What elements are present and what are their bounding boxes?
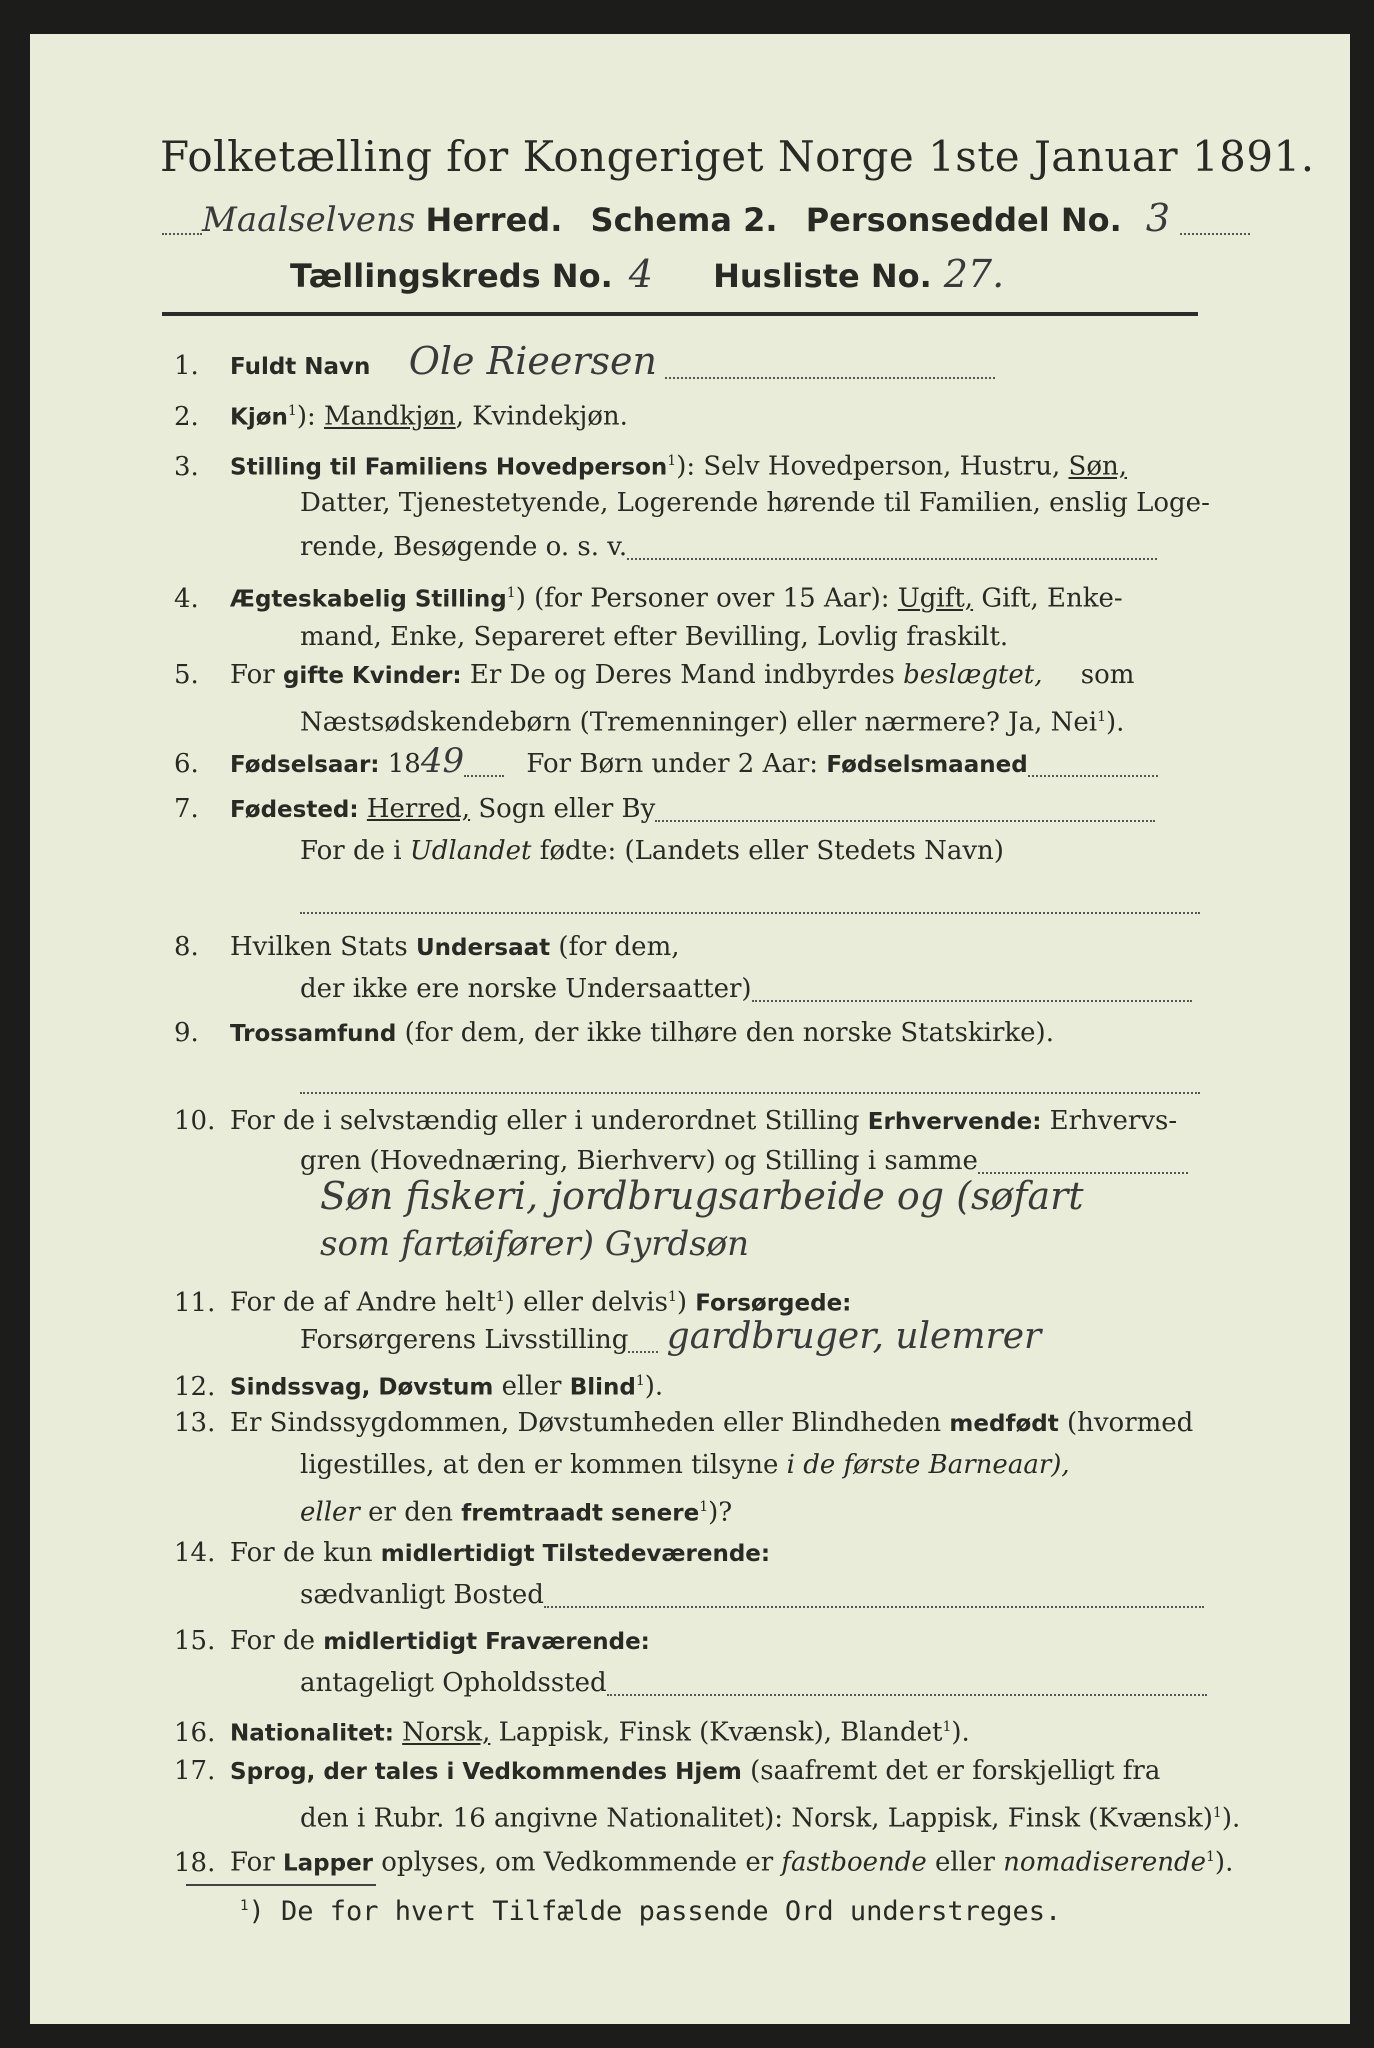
field-14-line2 [300, 1578, 1204, 1612]
header-line-kreds [290, 252, 1090, 304]
field-label: medfødt [949, 1411, 1059, 1437]
footnote-text: De for hvert Tilfælde passende Ord understreges. [280, 1896, 1062, 1927]
footnote-marker: 1 [1097, 709, 1106, 725]
field-8 [174, 930, 679, 965]
personseddel-value: 3 [1145, 196, 1171, 240]
field-3: 3. Stilling til Familiens Hovedperson$^1$): Selv Hovedperson, Hustru, Søn, [174, 451, 1127, 482]
header-line-herred [162, 196, 1222, 248]
field-text: (saafremt det er forskjelligt fra [750, 1756, 1161, 1786]
selected-option: Søn, [1068, 451, 1127, 482]
field-5-line2: Næstsødskendebørn (Tremenninger) eller nærmere? Ja, Nei$^1$). [300, 707, 1125, 738]
field-label: Stilling til Familiens Hovedperson [230, 454, 668, 481]
field-text: eller [300, 1497, 360, 1528]
field-text: For [230, 660, 275, 690]
field-label: Lapper [282, 1850, 374, 1877]
field-text: fødte: (Landets eller Stedets Navn) [539, 836, 1004, 866]
field-label: Nationalitet: [230, 1720, 394, 1747]
field-text: eller delvis [523, 1287, 668, 1318]
field-text: Sogn eller By [478, 794, 656, 824]
field-17-line2: den i Rubr. 16 angivne Nationalitet): Norsk, Lappisk, Finsk (Kvænsk)$^1$). [300, 1803, 1241, 1834]
herred-value: Maalselvens [202, 200, 416, 240]
field-label: Blind [569, 1374, 636, 1401]
field-text: nomadiserende [1003, 1847, 1206, 1878]
field-text: Lappisk, Finsk (Kvænsk), Blandet [498, 1717, 943, 1748]
field-9-line2 [300, 1064, 1200, 1098]
field-label: Fødested: [230, 797, 359, 823]
field-number: 10. [174, 1106, 216, 1136]
field-text: den i Rubr. 16 angivne Nationalitet): Norsk, Lappisk, Finsk (Kvænsk) [300, 1803, 1213, 1834]
selected-option: Norsk, [402, 1717, 491, 1748]
field-text: rende, Besøgende o. s. v. [300, 532, 628, 562]
field-label: Undersaat [415, 935, 551, 961]
field-number: 15. [174, 1626, 216, 1656]
field-text: Hvilken Stats [230, 932, 408, 962]
field-8-line2 [300, 972, 1192, 1006]
field-text: (for dem, der ikke tilhøre den norske Statskirke). [404, 1018, 1054, 1048]
footnote-marker: 1 [506, 585, 516, 601]
selected-option: Herred, [366, 794, 471, 824]
field-3-line3 [300, 530, 1157, 564]
field-text: Selv Hovedperson, Hustru, [703, 451, 1061, 482]
field-label: gifte Kvinder: [282, 663, 462, 689]
field-text: Gift, Enke- [981, 583, 1123, 614]
field-text: der ikke ere norske Undersaatter) [300, 974, 752, 1004]
field-7-line3 [300, 884, 1200, 918]
field-text: Er Sindssygdommen, Døvstumheden eller Blindheden [230, 1408, 942, 1438]
field-text: For [230, 1847, 275, 1878]
field-number: 18. [174, 1847, 216, 1878]
field-5 [174, 658, 1134, 693]
herred-label: Herred. [425, 201, 563, 239]
field-label: Sprog, der tales i Vedkommendes Hjem [230, 1759, 742, 1785]
footnote-marker: 1 [667, 453, 677, 469]
field-number: 1. [174, 351, 199, 381]
field-3-line2: Datter, Tjenestetyende, Logerende hørende til Familien, enslig Loge- [300, 488, 1210, 518]
field-15-line2 [300, 1666, 1207, 1700]
field-text: Udlandet [409, 836, 532, 866]
field-13-line3: eller er den fremtraadt senere$^1$)? [300, 1497, 733, 1528]
field-label: midlertidigt Fraværende: [323, 1629, 650, 1655]
field-18: 18. For Lapper oplyses, om Vedkommende er fastboende eller nomadiserende$^1$). [174, 1847, 1234, 1878]
field-7-line2 [300, 834, 1004, 868]
footnote-marker: 1 [287, 403, 297, 419]
schema-label: Schema 2. [590, 201, 778, 239]
field-text: oplyses, om Vedkommende er [381, 1847, 774, 1878]
footnote-marker: 1 [942, 1719, 952, 1735]
field-text: (for Personer over 15 Aar): [534, 583, 890, 614]
field-1 [174, 339, 995, 384]
field-number: 12. [174, 1371, 216, 1402]
field-10 [174, 1104, 1177, 1139]
field-text: (hvormed [1066, 1408, 1194, 1438]
birth-year-value: 49 [420, 741, 465, 781]
footnote-marker: 1 [1206, 1849, 1215, 1865]
field-text: For de kun [230, 1538, 373, 1568]
field-number: 11. [174, 1287, 216, 1318]
field-13-line2 [300, 1448, 1070, 1482]
field-number: 4. [174, 583, 199, 614]
field-text: Forsørgerens Livsstilling [300, 1325, 629, 1355]
field-text: er den [368, 1497, 453, 1528]
field-label: Fødselsaar: [230, 752, 380, 778]
husliste-label: Husliste No. [713, 257, 932, 295]
field-text: Er De og Deres Mand indbyrdes [469, 660, 895, 690]
field-17 [174, 1754, 1160, 1789]
field-11-line2 [300, 1316, 1042, 1357]
full-name-value: Ole Rieersen [408, 339, 657, 383]
field-text: sædvanligt Bosted [300, 1580, 544, 1610]
field-text: eller [935, 1847, 995, 1878]
field-9 [174, 1016, 1054, 1051]
field-text: Næstsødskendebørn (Tremenninger) eller nærmere? Ja, Nei [300, 707, 1098, 738]
kreds-value: 4 [628, 252, 653, 296]
supporter-occupation-value: gardbruger, ulemrer [666, 1316, 1042, 1357]
field-label: fremtraadt senere [461, 1500, 700, 1527]
field-text: For de i [300, 836, 402, 866]
occupation-value-line1: Søn fiskeri, jordbrugsarbeide og (søfart [320, 1174, 1084, 1218]
field-15 [174, 1624, 650, 1659]
field-label: Sindssvag, Døvstum [230, 1374, 494, 1401]
footnote-marker: 1 [667, 1289, 677, 1305]
field-6 [174, 741, 1158, 782]
field-number: 5. [174, 660, 199, 690]
field-text: , Kvindekjøn. [455, 401, 628, 432]
field-label: Ægteskabelig Stilling [230, 586, 507, 613]
field-text: For de af Andre helt [230, 1287, 496, 1318]
field-label: Fødselsmaaned [826, 752, 1028, 778]
field-7 [174, 792, 1155, 827]
field-number: 13. [174, 1408, 216, 1438]
header-rule [162, 312, 1198, 316]
footnote-marker: 1 [699, 1499, 709, 1515]
field-label: midlertidigt Tilstedeværende: [380, 1541, 771, 1567]
field-text: Erhvervs- [1049, 1106, 1178, 1136]
footnote: $^1$) De for hvert Tilfælde passende Ord understreges. [240, 1896, 1062, 1927]
field-label: Forsørgede: [695, 1290, 852, 1317]
field-11: 11. For de af Andre helt$^1$) eller delvis$^1$) Forsørgede: [174, 1287, 852, 1318]
field-text: antageligt Opholdssted [300, 1668, 607, 1698]
husliste-value: 27. [943, 252, 1005, 296]
form-title: Folketælling for Kongeriget Norge 1ste Januar 1891. [160, 132, 1315, 181]
field-number: 8. [174, 932, 199, 962]
footnote-marker: 1 [240, 1898, 249, 1914]
footnote-marker: 1 [1212, 1805, 1222, 1821]
footnote-marker: 1 [495, 1289, 505, 1305]
field-label: Erhvervende: [867, 1109, 1042, 1135]
field-number: 2. [174, 401, 199, 432]
selected-option: Mandkjøn [323, 401, 456, 432]
field-4-line2: mand, Enke, Separeret efter Bevilling, Lovlig fraskilt. [300, 622, 1009, 652]
occupation-value-line2: som fartøifører) Gyrdsøn [320, 1224, 750, 1264]
field-label: Fuldt Navn [230, 354, 371, 380]
field-14 [174, 1536, 770, 1571]
footnote-marker: 1 [635, 1373, 645, 1389]
field-number: 9. [174, 1018, 199, 1048]
field-text: For de i selvstændig eller i underordnet Stilling [230, 1106, 860, 1136]
kreds-label: Tællingskreds No. [290, 257, 613, 295]
field-text: fastboende [781, 1847, 927, 1878]
field-label: Kjøn [230, 404, 288, 431]
field-text: beslægtet, [903, 660, 1043, 690]
field-text: ligestilles, at den er kommen tilsyne [300, 1450, 779, 1480]
field-10-line2 [300, 1144, 1188, 1178]
field-text: 18 [387, 749, 421, 779]
field-12: 12. Sindssvag, Døvstum eller Blind$^1$). [174, 1371, 664, 1402]
field-4: 4. Ægteskabelig Stilling$^1$) (for Personer over 15 Aar): Ugift, Gift, Enke- [174, 583, 1123, 614]
field-number: 16. [174, 1717, 216, 1748]
field-text: For Børn under 2 Aar: [526, 749, 819, 779]
field-13 [174, 1406, 1193, 1441]
field-text: gren (Hovednæring, Bierhverv) og Stilling i samme [300, 1146, 978, 1176]
personseddel-label: Personseddel No. [805, 201, 1122, 239]
footnote-rule [186, 1884, 376, 1886]
field-number: 6. [174, 749, 199, 779]
field-2: 2. Kjøn$^1$): Mandkjøn, Kvindekjøn. [174, 401, 628, 432]
field-number: 7. [174, 794, 199, 824]
field-number: 3. [174, 451, 199, 482]
field-text: (for dem, [558, 932, 680, 962]
field-number: 14. [174, 1538, 216, 1568]
field-label: Trossamfund [230, 1021, 397, 1047]
census-form [30, 34, 1350, 2024]
field-16: 16. Nationalitet: Norsk, Lappisk, Finsk (Kvænsk), Blandet$^1$). [174, 1717, 970, 1748]
field-text: som [1080, 660, 1135, 690]
field-text: eller [501, 1371, 562, 1402]
field-number: 17. [174, 1756, 216, 1786]
field-text: For de [230, 1626, 315, 1656]
selected-option: Ugift, [897, 583, 974, 614]
field-text: i de første Barneaar), [786, 1450, 1070, 1480]
